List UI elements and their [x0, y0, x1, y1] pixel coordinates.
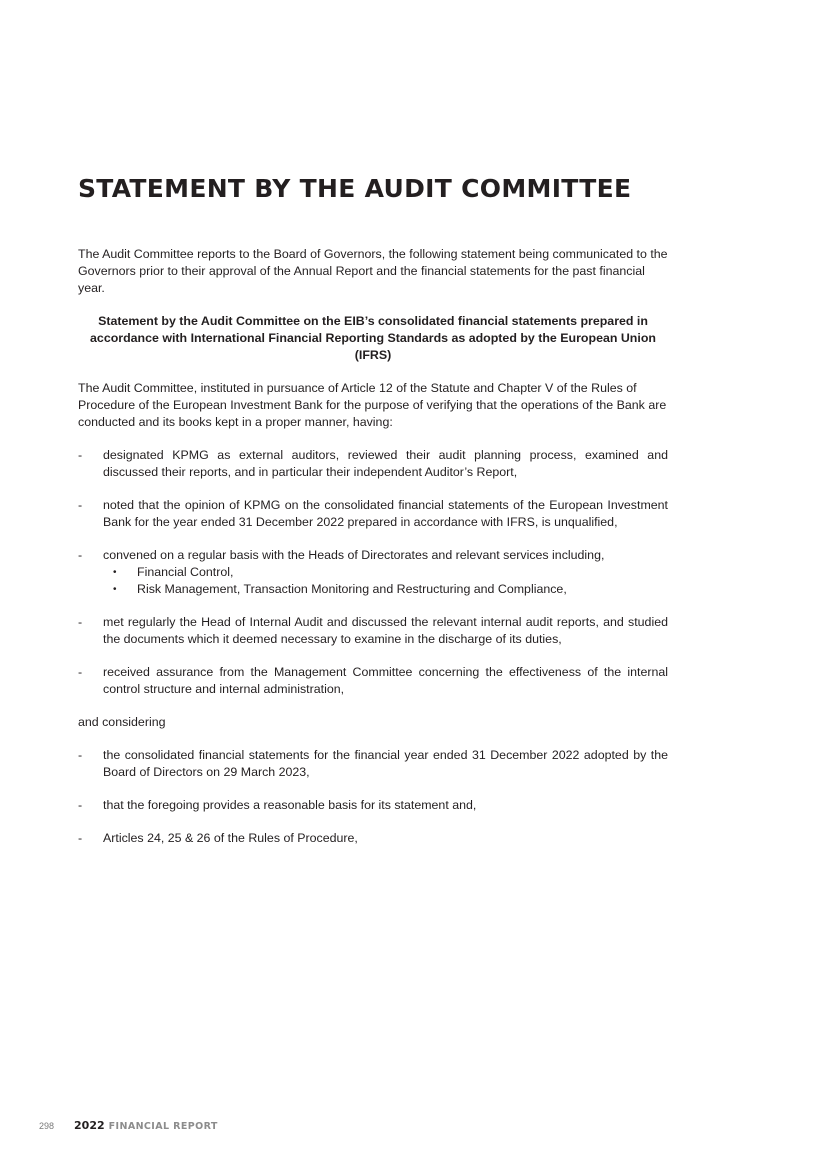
list-item-text: Articles 24, 25 & 26 of the Rules of Procedure,	[103, 831, 358, 845]
page-title: STATEMENT BY THE AUDIT COMMITTEE	[78, 174, 632, 203]
services-sublist	[103, 564, 668, 598]
bullet-marker: •	[113, 567, 117, 578]
footer-report-label: FINANCIAL REPORT	[108, 1121, 218, 1132]
list-item-text: the consolidated financial statements for the financial year ended 31 December 2022 adopted by the Board of Directors on 29 March 2023,	[103, 748, 668, 779]
dash-marker: -	[78, 448, 83, 462]
dash-marker: -	[78, 548, 83, 562]
intro-paragraph: The Audit Committee reports to the Board of Governors, the following statement being communicated to the Governors prior to their approval of the Annual Report and the financial statements for the past financial year.	[78, 247, 668, 295]
list-item	[78, 447, 668, 481]
list-item	[78, 747, 668, 781]
document-body	[78, 246, 668, 863]
having-list	[78, 447, 668, 698]
list-item-text: noted that the opinion of KPMG on the consolidated financial statements of the European Investment Bank for the year ended 31 December 2022 prepared in accordance with IFRS, is unqualified,	[103, 498, 668, 529]
section-sub-heading: Statement by the Audit Committee on the EIB’s consolidated financial statements prepared in accordance with International Financial Reporting Standards as adopted by the European Union (IFRS)	[90, 314, 656, 362]
sublist-item	[103, 564, 668, 581]
committee-paragraph: The Audit Committee, instituted in pursuance of Article 12 of the Statute and Chapter V of the Rules of Procedure of the European Investment Bank for the purpose of verifying that the operations of the Bank are conducted and its books kept in a proper manner, having:	[78, 381, 667, 429]
footer-year: 2022	[74, 1119, 105, 1132]
list-item-text: received assurance from the Management Committee concerning the effectiveness of the internal control structure and internal administration,	[103, 665, 668, 696]
dash-marker: -	[78, 498, 83, 512]
list-item	[78, 797, 668, 814]
list-item	[78, 547, 668, 598]
list-item-text: that the foregoing provides a reasonable basis for its statement and,	[103, 798, 477, 812]
dash-marker: -	[78, 748, 83, 762]
list-item-text: met regularly the Head of Internal Audit and discussed the relevant internal audit reports, and studied the documents which it deemed necessary to examine in the discharge of its duties,	[103, 615, 668, 646]
list-item-text: convened on a regular basis with the Heads of Directorates and relevant services including,	[103, 548, 605, 562]
dash-marker: -	[78, 665, 83, 679]
dash-marker: -	[78, 831, 83, 845]
bullet-marker: •	[113, 584, 117, 595]
sublist-item-text: Financial Control,	[137, 565, 234, 579]
dash-marker: -	[78, 615, 83, 629]
dash-marker: -	[78, 798, 83, 812]
page-number: 298	[39, 1121, 55, 1131]
considering-list	[78, 747, 668, 847]
list-item-text: designated KPMG as external auditors, reviewed their audit planning process, examined and discussed their reports, and in particular their independent Auditor’s Report,	[103, 448, 668, 479]
list-item	[78, 614, 668, 648]
list-item	[78, 830, 668, 847]
list-item	[78, 664, 668, 698]
sublist-item	[103, 581, 668, 598]
list-item	[78, 497, 668, 531]
sublist-item-text: Risk Management, Transaction Monitoring and Restructuring and Compliance,	[137, 582, 567, 596]
page-footer	[39, 1119, 218, 1132]
and-considering-text: and considering	[78, 715, 166, 729]
